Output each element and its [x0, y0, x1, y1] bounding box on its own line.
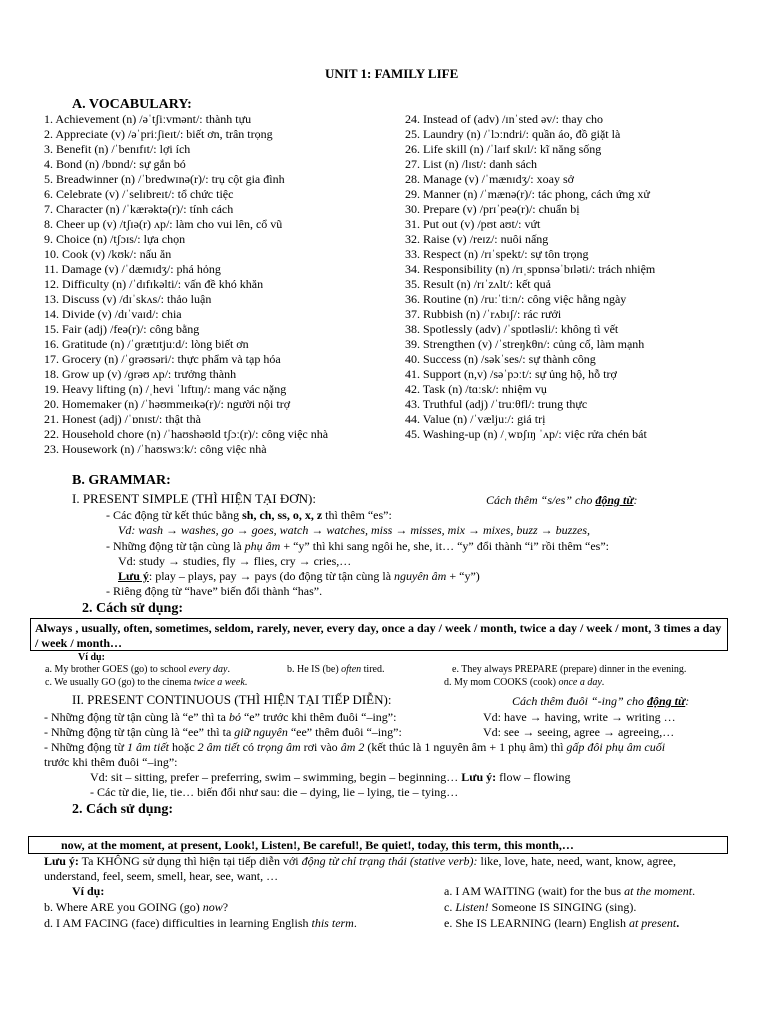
ps-example-2: Vd: study → studies, fly → flies, cry → cries,…: [118, 554, 352, 568]
vocabulary-item: 42. Task (n) /tɑːsk/: nhiệm vụ: [405, 382, 547, 396]
vocabulary-item: 38. Spotlessly (adv) /ˈspɒtləsli/: không tì vết: [405, 322, 619, 336]
ps-signal-words-box: Always , usually, often, sometimes, seldom, rarely, never, every day, once a day / week / month, twice a day / week / mont, 3 times a day / week / month…: [30, 618, 728, 651]
pc-example-e: e. She IS LEARNING (learn) English at present.: [444, 916, 680, 930]
vocabulary-item: 33. Respect (n) /rɪˈspekt/: sự tôn trọng: [405, 247, 589, 261]
vocabulary-item: 31. Put out (v) /pʊt aʊt/: vứt: [405, 217, 541, 231]
vocabulary-item: 24. Instead of (adv) /ɪnˈsted əv/: thay cho: [405, 112, 603, 126]
vocabulary-item: 14. Divide (v) /dɪˈvaɪd/: chia: [44, 307, 182, 321]
pc-rule-4: - Các từ die, lie, tie… biến đổi như sau: die – dying, lie – lying, tie – tying…: [90, 785, 459, 799]
pc-example-a: a. I AM WAITING (wait) for the bus at the moment.: [444, 884, 696, 898]
vocabulary-item: 19. Heavy lifting (n) /ˌhevi ˈlɪftɪŋ/: mang vác nặng: [44, 382, 287, 396]
vocabulary-item: 3. Benefit (n) /ˈbenɪfɪt/: lợi ích: [44, 142, 191, 156]
pc-rule-3: - Những động từ 1 âm tiết hoặc 2 âm tiết có trọng âm rơi vào âm 2 (kết thúc là 1 nguyên âm + 1 phụ âm) thì gấp đôi phụ âm cuối: [44, 740, 666, 754]
vocabulary-item: 9. Choice (n) /tʃɔɪs/: lựa chọn: [44, 232, 186, 246]
pc-example-3: Vd: sit – sitting, prefer – preferring, swim – swimming, begin – beginning… Lưu ý: flow – flowing: [90, 770, 571, 784]
pc-stative-note-cont: understand, feel, seem, smell, hear, see, want, …: [44, 869, 279, 883]
vocabulary-item: 12. Difficulty (n) /ˈdɪfɪkəlti/: vấn đề khó khăn: [44, 277, 264, 291]
pc-example-d: d. I AM FACING (face) difficulties in learning English this term.: [44, 916, 357, 930]
pc-example-b: b. Where ARE you GOING (go) now?: [44, 900, 229, 914]
vocabulary-item: 5. Breadwinner (n) /ˈbredwɪnə(r)/: trụ cột gia đình: [44, 172, 285, 186]
vocabulary-item: 18. Grow up (v) /ɡrəʊ ʌp/: trưởng thành: [44, 367, 237, 381]
vocabulary-item: 22. Household chore (n) /ˈhaʊshəʊld tʃɔː(r)/: công việc nhà: [44, 427, 329, 441]
vocabulary-item: 1. Achievement (n) /əˈtʃiːvmənt/: thành tựu: [44, 112, 252, 126]
vocabulary-item: 37. Rubbish (n) /ˈrʌbɪʃ/: rác rưởi: [405, 307, 562, 321]
pc-example-c: c. Listen! Someone IS SINGING (sing).: [444, 900, 637, 914]
ps-example-a: a. My brother GOES (go) to school every day.: [45, 664, 230, 675]
ps-rule-1: - Các động từ kết thúc bằng sh, ch, ss, o, x, z thì thêm “es”:: [106, 508, 392, 522]
vocabulary-item: 2. Appreciate (v) /əˈpriːʃieɪt/: biết ơn, trân trọng: [44, 127, 273, 141]
ps-note: Lưu ý: play – plays, pay → pays (do động từ tận cùng là nguyên âm + “y”): [118, 569, 480, 583]
vocabulary-list-right: [405, 112, 655, 442]
vocabulary-item: 15. Fair (adj) /feə(r)/: công bằng: [44, 322, 200, 336]
ps-usage-heading: 2. Cách sử dụng:: [82, 601, 183, 616]
vocabulary-item: 23. Housework (n) /ˈhaʊswɜːk/: công việc nhà: [44, 442, 267, 456]
ps-examples-label: Ví dụ:: [78, 652, 105, 663]
vocabulary-item: 32. Raise (v) /reɪz/: nuôi nấng: [405, 232, 549, 246]
vocabulary-item: 16. Gratitude (n) /ˈɡrætɪtjuːd/: lòng biết ơn: [44, 337, 249, 351]
vocabulary-item: 8. Cheer up (v) /tʃɪə(r) ʌp/: làm cho vui lên, cổ vũ: [44, 217, 283, 231]
present-continuous-note: Cách thêm đuôi “-ing” cho động từ:: [512, 694, 690, 708]
vocabulary-item: 6. Celebrate (v) /ˈselɪbreɪt/: tổ chức tiệc: [44, 187, 234, 201]
vocabulary-item: 44. Value (n) /ˈvæljuː/: giá trị: [405, 412, 546, 426]
vocabulary-item: 25. Laundry (n) /ˈlɔːndri/: quần áo, đồ giặt là: [405, 127, 621, 141]
vocabulary-item: 30. Prepare (v) /prɪˈpeə(r)/: chuẩn bị: [405, 202, 580, 216]
ps-example-e: e. They always PREPARE (prepare) dinner in the evening.: [452, 664, 687, 675]
pc-rule-2: - Những động từ tận cùng là “ee” thì ta giữ nguyên “ee” thêm đuôi “–ing”:: [44, 725, 402, 739]
pc-usage-heading: 2. Cách sử dụng:: [72, 802, 173, 817]
unit-title: UNIT 1: FAMILY LIFE: [325, 66, 459, 81]
ps-example-d: d. My mom COOKS (cook) once a day.: [444, 677, 605, 688]
grammar-heading: B. GRAMMAR:: [72, 473, 171, 488]
ps-rule-3: - Riêng động từ “have” biến đổi thành “has”.: [106, 584, 323, 598]
vocabulary-item: 7. Character (n) /ˈkærəktə(r)/: tính cách: [44, 202, 234, 216]
ps-example-b: b. He IS (be) often tired.: [287, 664, 385, 675]
vocabulary-item: 39. Strengthen (v) /ˈstreŋkθn/: củng cố, làm mạnh: [405, 337, 645, 351]
ps-example-c: c. We usually GO (go) to the cinema twice a week.: [45, 677, 248, 688]
vocabulary-item: 27. List (n) /lɪst/: danh sách: [405, 157, 537, 171]
vocabulary-item: 43. Truthful (adj) /ˈtruːθfl/: trung thực: [405, 397, 588, 411]
pc-rule-1-example: Vd: have → having, write → writing …: [483, 710, 676, 724]
vocabulary-item: 34. Responsibility (n) /rɪˌspɒnsəˈbɪləti/: trách nhiệm: [405, 262, 656, 276]
vocabulary-item: 20. Homemaker (n) /ˈhəʊmmeɪkə(r)/: người nội trợ: [44, 397, 291, 411]
vocabulary-list-left: [44, 112, 328, 457]
vocabulary-item: 29. Manner (n) /ˈmænə(r)/: tác phong, cách ứng xử: [405, 187, 650, 201]
vocabulary-item: 45. Washing-up (n) /ˌwɒʃɪŋ ˈʌp/: việc rửa chén bát: [405, 427, 647, 441]
ps-example-1: Vd: wash → washes, go → goes, watch → watches, miss → misses, mix → mixes, buzz → buzzes,: [118, 523, 590, 537]
pc-stative-note: Lưu ý: Ta KHÔNG sử dụng thì hiện tại tiếp diễn với động từ chỉ trạng thái (stative verb): like, love, hate, need, want, know, agree,: [44, 854, 676, 868]
vocabulary-item: 10. Cook (v) /kʊk/: nấu ăn: [44, 247, 172, 261]
vocabulary-item: 36. Routine (n) /ruːˈtiːn/: công việc hằng ngày: [405, 292, 627, 306]
present-simple-title: I. PRESENT SIMPLE (THÌ HIỆN TẠI ĐƠN):: [72, 491, 316, 506]
vocabulary-item: 21. Honest (adj) /ˈɒnɪst/: thật thà: [44, 412, 201, 426]
vocabulary-item: 11. Damage (v) /ˈdæmɪdʒ/: phá hỏng: [44, 262, 221, 276]
vocabulary-item: 4. Bond (n) /bɒnd/: sự gắn bó: [44, 157, 186, 171]
pc-rule-1: - Những động từ tận cùng là “e” thì ta bỏ “e” trước khi thêm đuôi “–ing”:: [44, 710, 397, 724]
vocabulary-item: 41. Support (n,v) /səˈpɔːt/: sự ủng hộ, hỗ trợ: [405, 367, 617, 381]
pc-examples-label: Ví dụ:: [72, 884, 105, 898]
vocabulary-item: 40. Success (n) /səkˈses/: sự thành công: [405, 352, 596, 366]
vocabulary-heading: A. VOCABULARY:: [72, 97, 192, 112]
vocabulary-item: 35. Result (n) /rɪˈzʌlt/: kết quả: [405, 277, 551, 291]
pc-rule-3-cont: trước khi thêm đuôi “–ing”:: [44, 755, 178, 769]
vocabulary-item: 28. Manage (v) /ˈmænɪdʒ/: xoay sở: [405, 172, 574, 186]
pc-rule-2-example: Vd: see → seeing, agree → agreeing,…: [483, 725, 675, 739]
vocabulary-item: 26. Life skill (n) /ˈlaɪf skɪl/: kĩ năng sống: [405, 142, 602, 156]
present-continuous-title: II. PRESENT CONTINUOUS (THÌ HIỆN TẠI TIẾP DIỄN):: [72, 692, 392, 707]
vocabulary-item: 13. Discuss (v) /dɪˈskʌs/: thảo luận: [44, 292, 212, 306]
ps-rule-2: - Những động từ tận cùng là phụ âm + “y” thì khi sang ngôi he, she, it… “y” đổi thành “i” rồi thêm “es”:: [106, 539, 610, 553]
present-simple-note: Cách thêm “s/es” cho động từ:: [486, 493, 638, 507]
pc-signal-words-box: now, at the moment, at present, Look!, Listen!, Be careful!, Be quiet!, today, this term, this month,…: [28, 836, 728, 854]
vocabulary-item: 17. Grocery (n) /ˈɡrəʊsəri/: thực phẩm và tạp hóa: [44, 352, 281, 366]
